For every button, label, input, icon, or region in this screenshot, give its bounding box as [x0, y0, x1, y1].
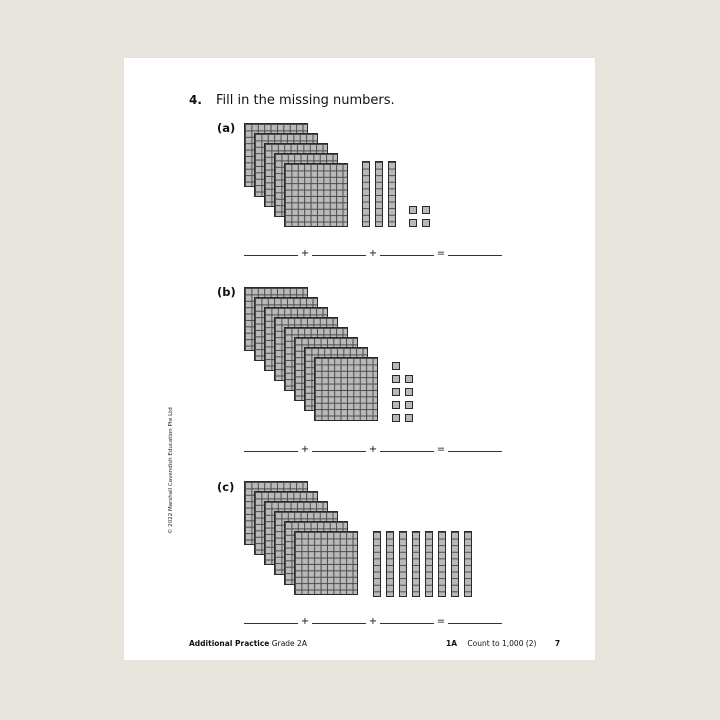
- ten-rod: [438, 531, 446, 597]
- answer-blank-total-a[interactable]: [448, 254, 502, 256]
- ten-rod: [451, 531, 459, 597]
- part-label-c: (c): [217, 480, 235, 494]
- ten-rod: [399, 531, 407, 597]
- question-number: 4.: [189, 93, 202, 107]
- plus-sign: +: [300, 616, 310, 627]
- answer-blank-tens-a[interactable]: [312, 254, 366, 256]
- one-cube: [405, 414, 413, 422]
- ten-rod: [375, 161, 383, 227]
- ten-rod: [373, 531, 381, 597]
- ten-rod: [388, 161, 396, 227]
- one-cube: [392, 362, 400, 370]
- ten-rod: [464, 531, 472, 597]
- hundred-flat: [294, 531, 358, 595]
- equals-sign: =: [436, 616, 446, 627]
- footer-series: Additional Practice: [189, 639, 270, 648]
- answer-blank-tens-c[interactable]: [312, 622, 366, 624]
- one-cube: [392, 414, 400, 422]
- worksheet-page: [124, 58, 595, 660]
- answer-row-c: [244, 612, 502, 626]
- ten-rod: [412, 531, 420, 597]
- one-cube: [392, 401, 400, 409]
- answer-blank-hundreds-b[interactable]: [244, 450, 298, 452]
- one-cube: [392, 375, 400, 383]
- plus-sign: +: [368, 616, 378, 627]
- answer-blank-ones-a[interactable]: [380, 254, 434, 256]
- answer-blank-hundreds-a[interactable]: [244, 254, 298, 256]
- ten-rod: [386, 531, 394, 597]
- plus-sign: +: [368, 248, 378, 259]
- one-cube: [392, 388, 400, 396]
- plus-sign: +: [368, 444, 378, 455]
- answer-row-a: [244, 244, 502, 258]
- equals-sign: =: [436, 248, 446, 259]
- answer-blank-total-c[interactable]: [448, 622, 502, 624]
- footer-right: [446, 639, 560, 648]
- footer-chapter-code: 1A: [446, 639, 458, 648]
- one-cube: [409, 219, 417, 227]
- footer-grade: Grade 2A: [271, 639, 307, 648]
- one-cube: [405, 375, 413, 383]
- footer-left: [189, 639, 307, 648]
- one-cube: [422, 206, 430, 214]
- one-cube: [409, 206, 417, 214]
- answer-blank-total-b[interactable]: [448, 450, 502, 452]
- equals-sign: =: [436, 444, 446, 455]
- footer-chapter-title: Count to 1,000 (2): [467, 639, 537, 648]
- part-label-a: (a): [217, 121, 236, 135]
- plus-sign: +: [300, 444, 310, 455]
- answer-blank-hundreds-c[interactable]: [244, 622, 298, 624]
- answer-blank-ones-b[interactable]: [380, 450, 434, 452]
- answer-row-b: [244, 440, 502, 454]
- one-cube: [405, 401, 413, 409]
- part-label-b: (b): [217, 285, 236, 299]
- hundred-flat: [284, 163, 348, 227]
- one-cube: [405, 388, 413, 396]
- answer-blank-tens-b[interactable]: [312, 450, 366, 452]
- ten-rod: [362, 161, 370, 227]
- hundred-flat: [314, 357, 378, 421]
- plus-sign: +: [300, 248, 310, 259]
- question-instruction: Fill in the missing numbers.: [216, 93, 395, 108]
- answer-blank-ones-c[interactable]: [380, 622, 434, 624]
- footer-page-number: 7: [554, 639, 561, 648]
- ten-rod: [425, 531, 433, 597]
- copyright-notice: © 2022 Marshall Cavendish Education Pte Ltd: [168, 407, 174, 534]
- one-cube: [422, 219, 430, 227]
